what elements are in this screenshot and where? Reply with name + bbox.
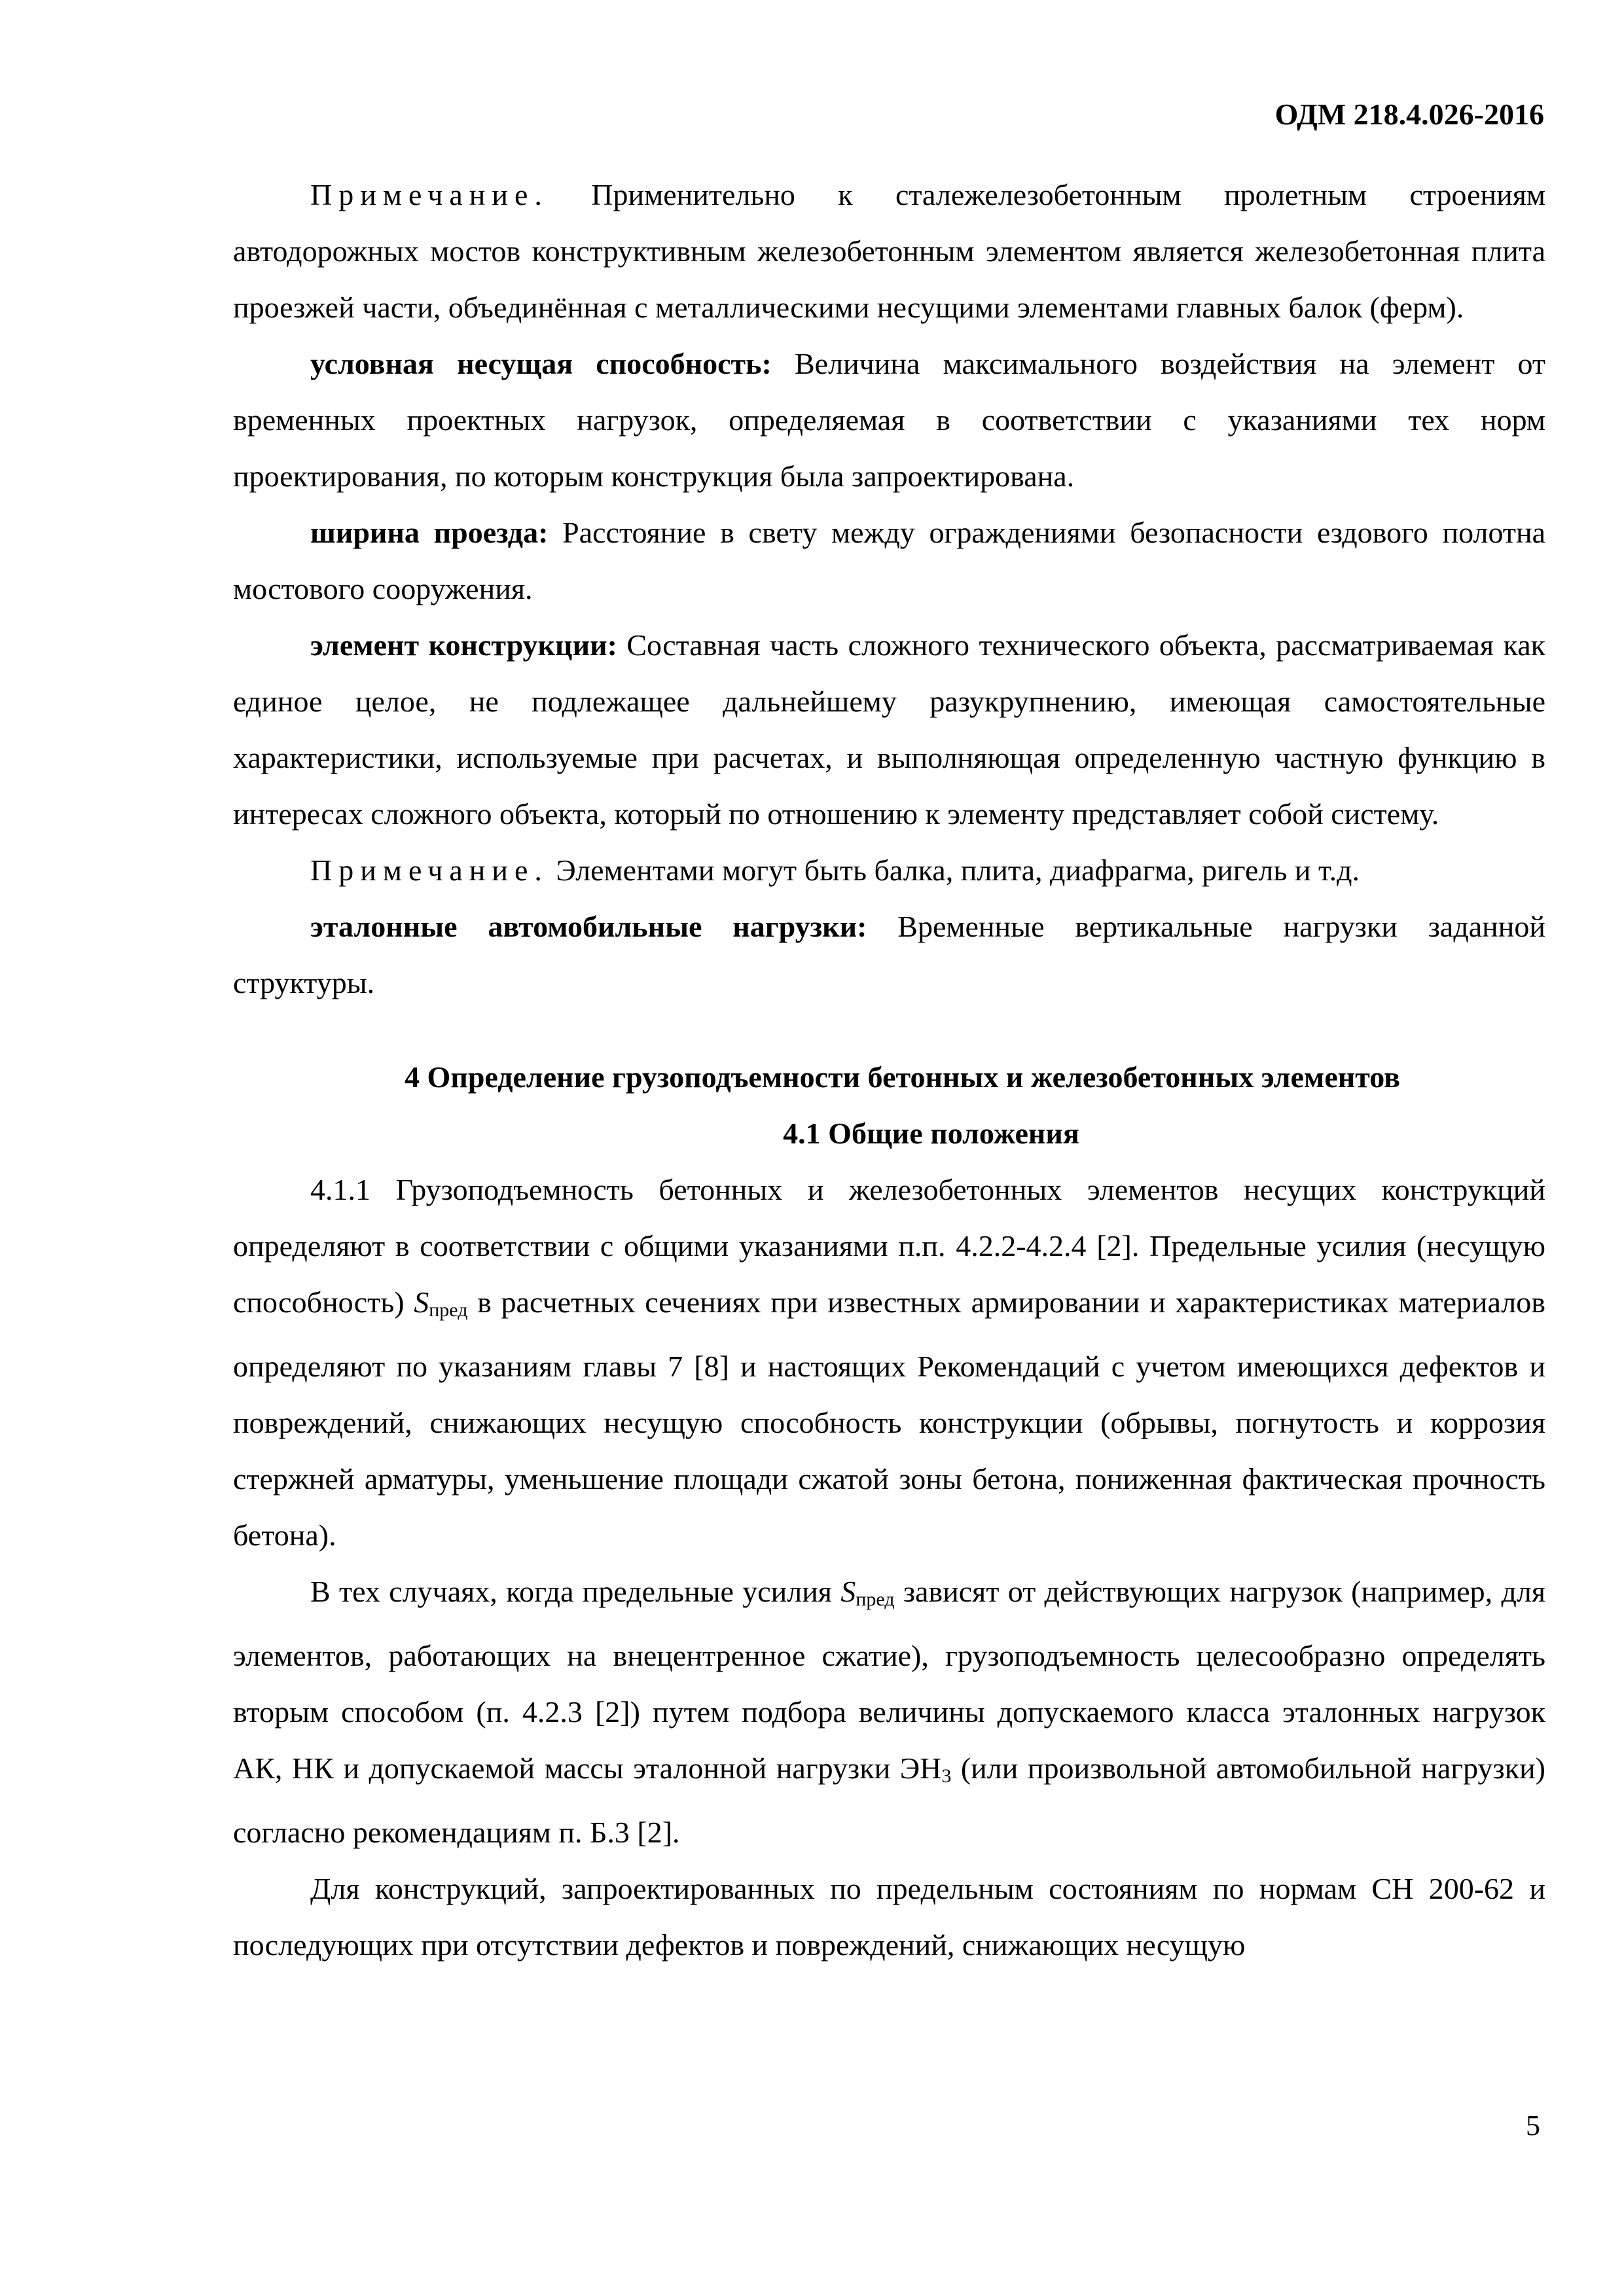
definition-text: Расстояние в свету между ограждениями безопасности ездового полотна мостового сооружения. xyxy=(233,516,1546,605)
definition-text: Временные вертикальные нагрузки заданной структуры. xyxy=(233,910,1546,999)
page-number: 5 xyxy=(1526,2109,1540,2142)
section-heading: 4 Определение грузоподъемности бетонных и железобетонных элементов xyxy=(405,1060,1400,1094)
note-label: Примечание. xyxy=(310,178,549,211)
subscript: 3 xyxy=(941,1765,952,1787)
paragraph-text: Для конструкций, запроектированных по предельным состояниям по нормам СН 200-62 и последующих при отсутствии дефектов и повреждений, снижающих несущую xyxy=(233,1872,1545,1962)
subscript: пред xyxy=(856,1588,895,1610)
definition-structural-element xyxy=(233,617,1545,842)
note-paragraph xyxy=(233,842,1545,899)
paragraph-text: В тех случаях, когда предельные усилия xyxy=(310,1575,841,1608)
paragraph-cases xyxy=(233,1564,1545,1861)
subscript: пред xyxy=(429,1299,468,1321)
definition-roadway-width xyxy=(233,505,1545,617)
paragraph-text: в расчетных сечениях при известных армировании и характеристиках материалов определяют по указаниям главы 7 [8] и настоящих Рекомендаций с учетом имеющихся дефектов и повреждений, снижающих несущую способность конструкции (обрывы, погнутость и коррозия стержней арматуры, уменьшение площади сжатой зоны бетона, пониженная фактическая прочность бетона). xyxy=(233,1285,1545,1552)
definition-conditional-capacity xyxy=(233,336,1545,505)
definition-term: эталонные автомобильные нагрузки: xyxy=(310,910,867,943)
definition-text: Величина максимального воздействия на элемент от временных проектных нагрузок, определяемая в соответствии с указаниями тех норм проектирования, по которым конструкция была запроектирована. xyxy=(233,347,1546,493)
definition-text: Составная часть сложного технического объекта, рассматриваемая как единое целое, не подлежащее дальнейшему разукрупнению, имеющая самостоятельные характеристики, используемые при расчетах, и выполняющая определенную частную функцию в интересах сложного объекта, который по отношению к элементу представляет собой систему. xyxy=(233,628,1545,831)
document-code: ОДМ 218.4.026-2016 xyxy=(1274,98,1544,131)
paragraph-text: 4.1.1 Грузоподъемность бетонных и железобетонных элементов несущих конструкций определяют в соответствии с общими указаниями п.п. 4.2.2-4.2.4 [2]. Предельные усилия (несущую способность) xyxy=(233,1173,1545,1319)
definition-term: ширина проезда: xyxy=(310,516,549,549)
paragraph-text: (или произвольной автомобильной нагрузки) согласно рекомендациям п. Б.3 [2]. xyxy=(233,1751,1546,1849)
document-body xyxy=(233,167,1545,1973)
paragraph-text: зависят от действующих нагрузок (например, для элементов, работающих на внецентренное сжатие), грузоподъемность целесообразно определять вторым способом (п. 4.2.3 [2]) путем подбора величины допускаемого класса эталонных нагрузок АК, НК и допускаемой массы эталонной нагрузки ЭН xyxy=(233,1575,1545,1785)
symbol-s: S xyxy=(414,1285,429,1319)
paragraph-4-1-1 xyxy=(233,1162,1545,1564)
definition-term: элемент конструкции: xyxy=(310,628,617,662)
note-label: Примечание. xyxy=(310,853,549,887)
note-text: Применительно к сталежелезобетонным пролетным строениям автодорожных мостов конструктивным железобетонным элементом является железобетонная плита проезжей части, объединённая с металлическими несущими элементами главных балок (ферм). xyxy=(233,178,1545,324)
symbol-s: S xyxy=(840,1575,856,1608)
subsection-heading: 4.1 Общие положения xyxy=(783,1117,1079,1150)
definition-reference-loads xyxy=(233,899,1545,1011)
definition-term: условная несущая способность: xyxy=(310,347,772,380)
paragraph-sn-200-62 xyxy=(233,1861,1545,1973)
note-text: Элементами могут быть балка, плита, диафрагма, ригель и т.д. xyxy=(556,853,1360,887)
note-paragraph xyxy=(233,167,1545,336)
